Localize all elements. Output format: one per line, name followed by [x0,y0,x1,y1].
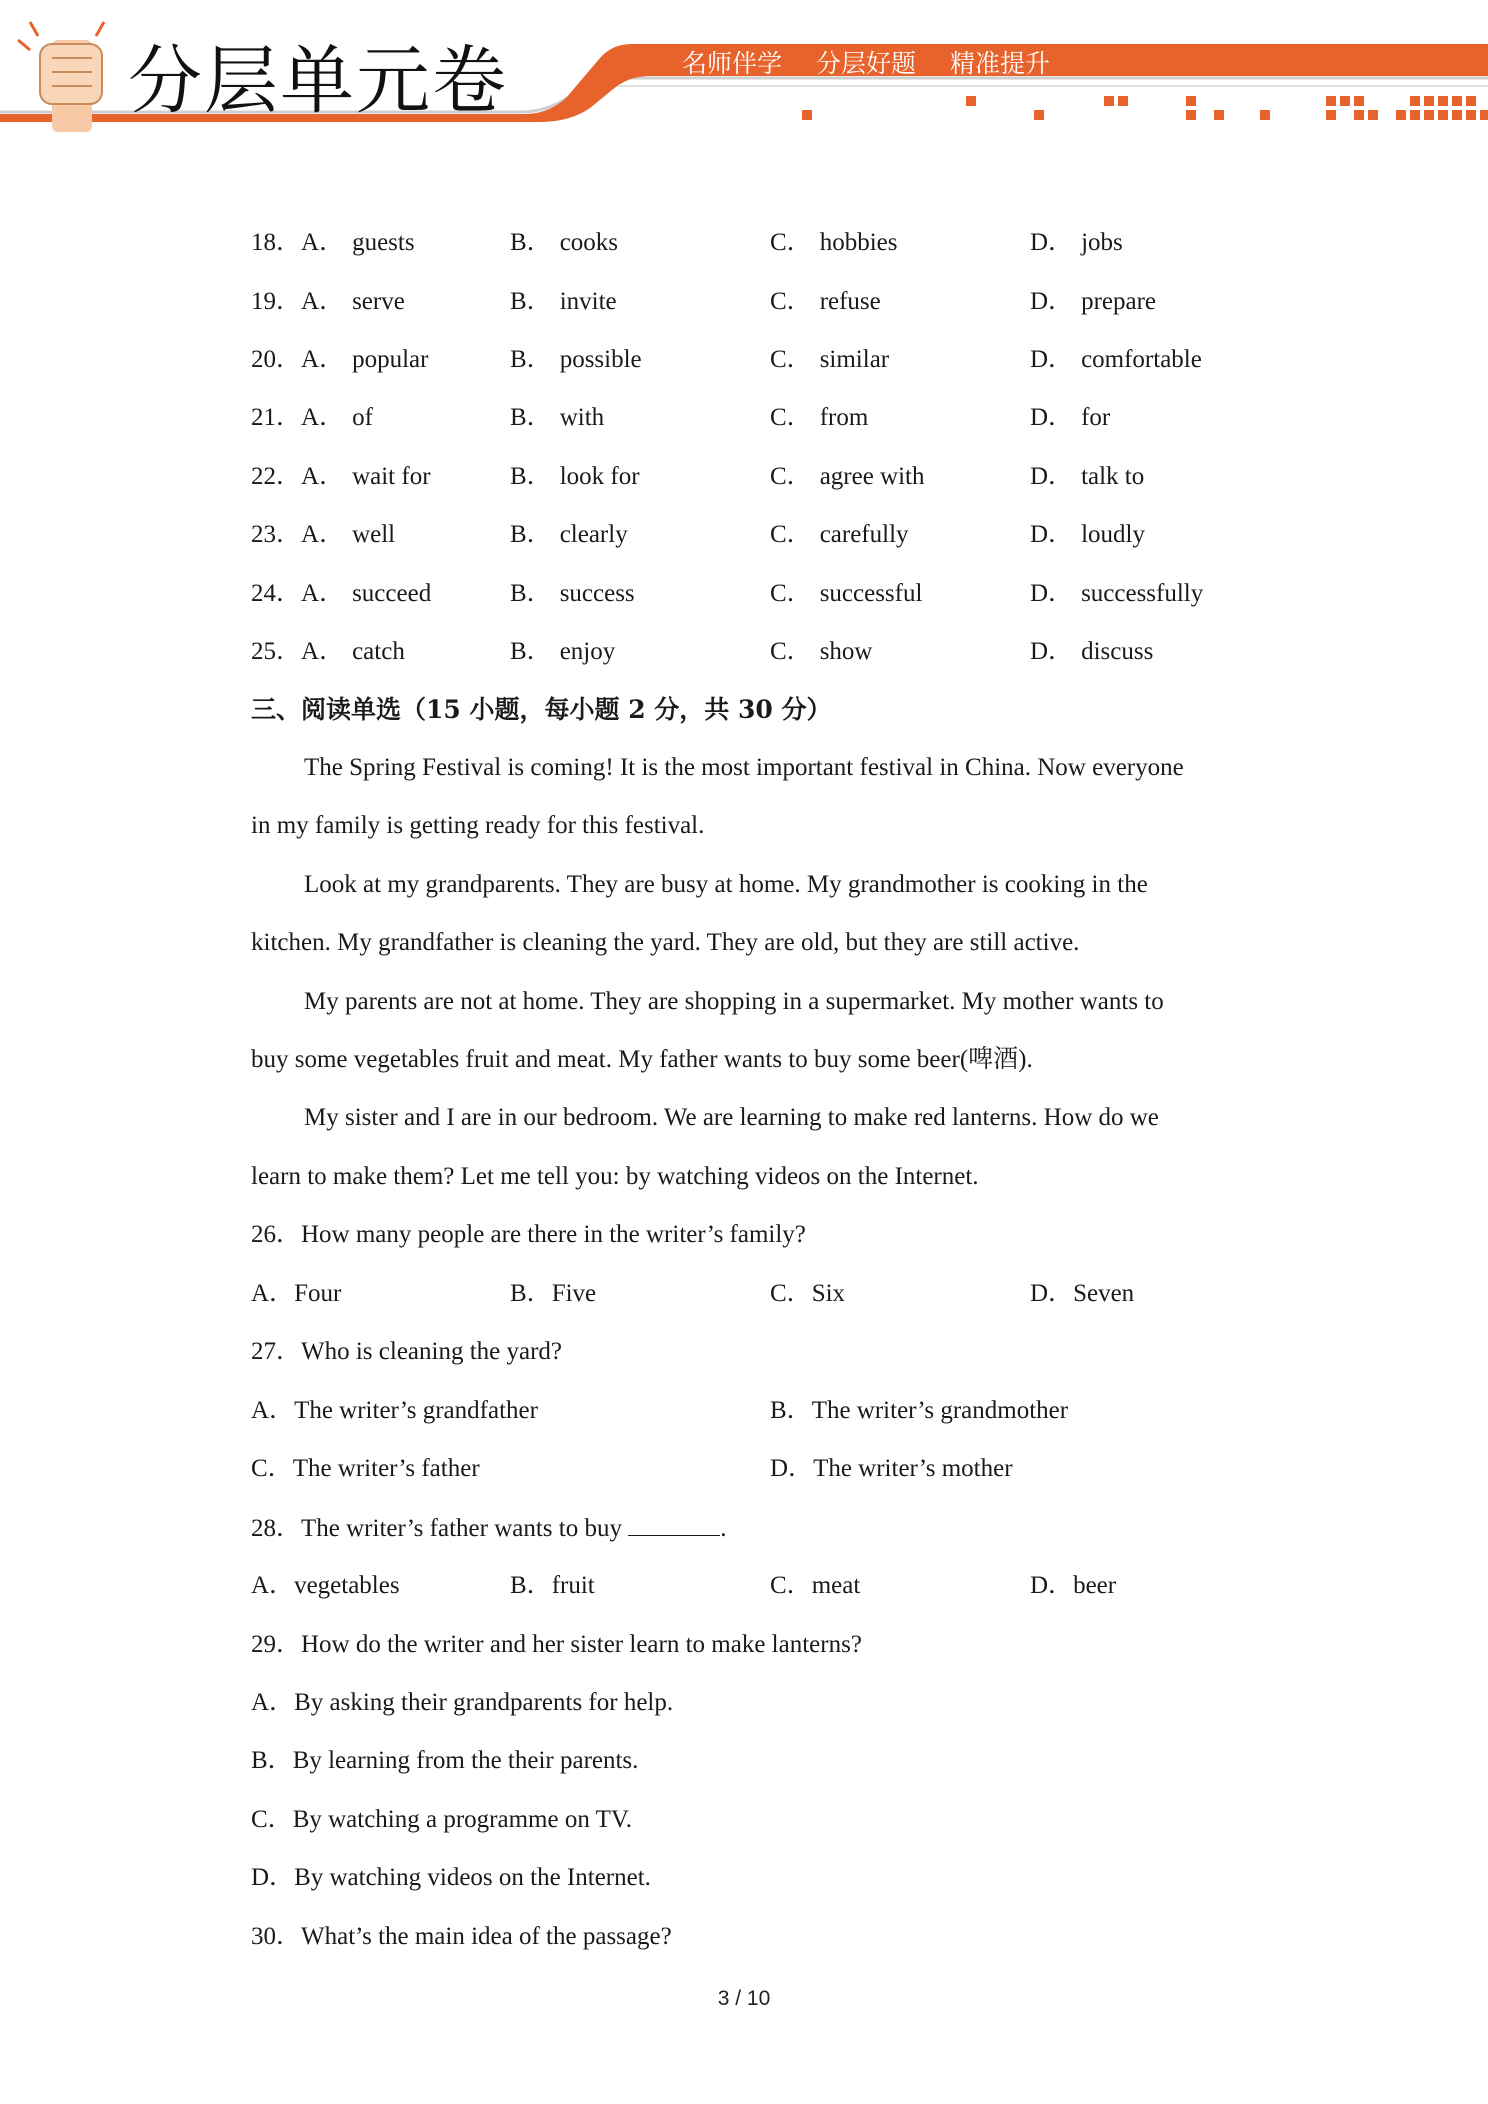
section-title: 三、阅读单选（15 小题，每小题 2 分，共 30 分） [251,695,832,724]
option-label: B． [510,580,552,607]
option-text: popular [352,346,429,373]
option [770,403,868,433]
option-text: The writer’s father [292,1455,480,1482]
option-text: carefully [819,521,909,548]
option [251,637,405,667]
option-text: catch [352,638,405,665]
option [510,637,615,667]
question-29: 29．How do the writer and her sister learn to make lanterns? [251,1631,862,1658]
option-label: D． [1030,1280,1074,1307]
option-text: prepare [1081,288,1157,315]
header-slogan [682,44,1076,80]
question-number: 24． [251,580,302,607]
question-26: 26．How many people are there in the writer’s family? [251,1221,806,1248]
option-text: for [1081,404,1111,431]
option-text: of [352,404,373,431]
option-text: meat [811,1572,861,1599]
option-text: loudly [1081,521,1145,548]
option-text: invite [559,288,617,315]
option-label: A． [301,229,345,256]
option [510,462,640,492]
question-30: 30．What’s the main idea of the passage? [251,1923,672,1950]
option [251,403,373,433]
option [770,637,872,667]
option [770,287,881,317]
option-label: D． [1030,404,1074,431]
option-text: The writer’s mother [813,1455,1013,1482]
passage-p1-line1: The Spring Festival is coming! It is the most important festival in China. Now everyone [304,754,1184,781]
option [510,228,618,258]
option-label: D． [1030,346,1074,373]
option-text: talk to [1081,463,1145,490]
option [770,228,897,258]
option-text: show [819,638,873,665]
question-29-option-b [251,1746,638,1776]
option-label: C． [770,346,812,373]
option [510,403,604,433]
question-number: 19． [251,288,302,315]
option-label: C． [770,1572,812,1599]
option-text: wait for [352,463,431,490]
option [1030,520,1145,550]
option [1030,462,1144,492]
option [1030,403,1110,433]
option-label: B． [510,229,552,256]
question-number: 20． [251,346,302,373]
option-label: A． [251,1572,295,1599]
option-text: from [819,404,869,431]
option-text: Seven [1073,1280,1135,1307]
question-27: 27．Who is cleaning the yard? [251,1338,563,1365]
option-text: successful [819,580,923,607]
option-label: A． [301,404,345,431]
option [510,579,635,609]
option-label: A． [301,463,345,490]
question-28-text: 28．The writer’s father wants to buy [251,1515,622,1542]
option [251,462,431,492]
option-label: C． [770,638,812,665]
slogan-1: 名师伴学 [682,49,783,78]
question-29-option-c [251,1805,632,1835]
question-28-end: . [720,1515,727,1542]
option-label: B． [510,521,552,548]
option [770,520,909,550]
option [251,520,395,550]
option-text: By learning from the their parents. [292,1747,639,1774]
decorative-dots [802,96,1488,120]
option-text: clearly [559,521,628,548]
option [770,345,889,375]
option [510,345,642,375]
question-number: 21． [251,404,302,431]
option-text: serve [352,288,405,315]
option-label: B． [510,463,552,490]
option-text: enjoy [559,638,616,665]
option-label: B． [510,404,552,431]
option-label: C． [770,288,812,315]
option-label: C． [770,463,812,490]
option-label: C． [770,521,812,548]
option [1030,287,1156,317]
option-text: hobbies [819,229,898,256]
option-label: A． [251,1689,295,1716]
option-text: beer [1073,1572,1117,1599]
option-label: A． [301,580,345,607]
option-text: similar [819,346,890,373]
option-text: By asking their grandparents for help. [294,1689,674,1716]
option-text: refuse [819,288,881,315]
option-text: jobs [1081,229,1123,256]
option [251,345,428,375]
option-label: B． [510,1280,552,1307]
option-label: D． [770,1455,814,1482]
option [1030,345,1202,375]
option-label: B． [510,1572,552,1599]
option-text: succeed [352,580,432,607]
option-text: with [559,404,605,431]
option-label: D． [251,1864,295,1891]
question-number: 18． [251,229,302,256]
option-label: B． [510,288,552,315]
option-label: B． [251,1747,293,1774]
answer-blank [628,1513,720,1536]
option [510,520,628,550]
option [1030,579,1203,609]
slogan-3: 精准提升 [949,49,1050,78]
passage-p3-line2: buy some vegetables fruit and meat. My father wants to buy some beer(啤酒). [251,1046,1033,1073]
option-text: comfortable [1081,346,1202,373]
option-text: vegetables [294,1572,400,1599]
option-label: C． [251,1806,293,1833]
question-number: 25． [251,638,302,665]
option-label: A． [301,346,345,373]
option-label: C． [251,1455,293,1482]
option [510,287,617,317]
option-label: A． [301,521,345,548]
option-label: D． [1030,229,1074,256]
question-28 [251,1513,726,1544]
passage-p2-line1: Look at my grandparents. They are busy at home. My grandmother is cooking in the [304,871,1148,898]
option-label: A． [301,288,345,315]
option-label: A． [251,1397,295,1424]
page-header [0,0,1488,150]
option-label: A． [251,1280,295,1307]
question-29-option-d [251,1863,651,1893]
option-text: By watching a programme on TV. [292,1806,632,1833]
option-text: possible [559,346,642,373]
option-text: look for [559,463,640,490]
passage-p2-line2: kitchen. My grandfather is cleaning the yard. They are old, but they are still active. [251,929,1080,956]
option [251,287,405,317]
option-label: B． [770,1397,812,1424]
option-text: discuss [1081,638,1154,665]
passage-p1-line2: in my family is getting ready for this festival. [251,812,705,839]
passage-p4-line2: learn to make them? Let me tell you: by watching videos on the Internet. [251,1163,979,1190]
option-text: The writer’s grandfather [294,1397,538,1424]
option-label: D． [1030,288,1074,315]
option-text: The writer’s grandmother [811,1397,1069,1424]
option-text: Five [551,1280,597,1307]
passage-p4-line1: My sister and I are in our bedroom. We are learning to make red lanterns. How do we [304,1104,1159,1131]
question-number: 23． [251,521,302,548]
question-number: 22． [251,463,302,490]
option-text: cooks [559,229,619,256]
option-text: agree with [819,463,925,490]
option-label: A． [301,638,345,665]
passage-p3-line1: My parents are not at home. They are shopping in a supermarket. My mother wants to [304,988,1164,1015]
brand-title: 分层单元卷 [128,38,508,124]
option-text: well [352,521,396,548]
option-label: B． [510,346,552,373]
option [251,228,415,258]
page-number: 3 / 10 [717,1987,771,2010]
option [1030,637,1153,667]
option-text: By watching videos on the Internet. [294,1864,651,1891]
option-label: D． [1030,521,1074,548]
option [1030,228,1123,258]
option-text: Six [811,1280,846,1307]
option-text: successfully [1081,580,1204,607]
option [251,579,431,609]
option-text: guests [352,229,415,256]
option-label: D． [1030,638,1074,665]
option-label: D． [1030,1572,1074,1599]
slogan-2: 分层好题 [815,49,916,78]
option-label: C． [770,580,812,607]
option-label: C． [770,229,812,256]
option-label: D． [1030,580,1074,607]
option-label: C． [770,1280,812,1307]
option-label: C． [770,404,812,431]
option [770,462,925,492]
option-label: B． [510,638,552,665]
option-text: Four [294,1280,342,1307]
option-text: success [559,580,635,607]
option-text: fruit [551,1572,595,1599]
question-29-option-a [251,1688,673,1718]
option-label: D． [1030,463,1074,490]
option [770,579,922,609]
